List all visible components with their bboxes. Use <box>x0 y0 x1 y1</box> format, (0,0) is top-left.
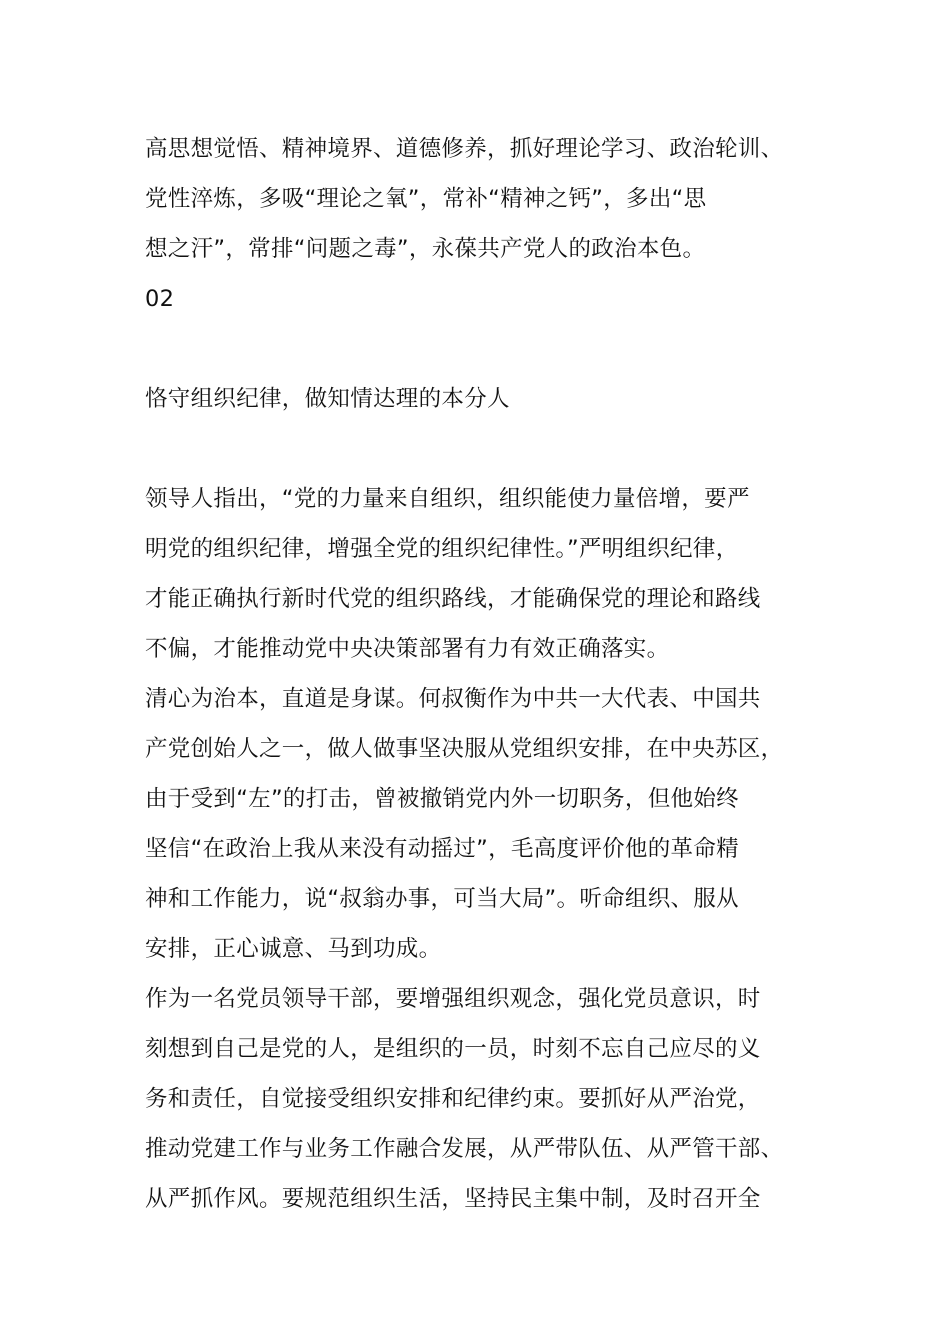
spacer <box>145 424 825 474</box>
paragraph-quote <box>145 474 825 674</box>
text-line: 才能正确执行新时代党的组织路线，才能确保党的理论和路线 <box>145 586 761 612</box>
text-line: 高思想觉悟、精神境界、道德修养，抓好理论学习、政治轮训、 <box>145 136 784 162</box>
text-line: 推动党建工作与业务工作融合发展，从严带队伍、从严管干部、 <box>145 1136 784 1162</box>
text-line: 从严抓作风。要规范组织生活，坚持民主集中制，及时召开全 <box>145 1186 761 1212</box>
text-line: 党性淬炼，多吸“理论之氧”，常补“精神之钙”，多出“思 <box>145 186 707 212</box>
text-line: 想之汗”，常排“问题之毒”，永葆共产党人的政治本色。 <box>145 236 706 262</box>
text-line: 神和工作能力，说“叔翁办事，可当大局”。听命组织、服从 <box>145 886 739 912</box>
section-heading: 恪守组织纪律，做知情达理的本分人 <box>145 386 510 412</box>
paragraph-example <box>145 674 825 974</box>
text-line: 清心为治本，直道是身谋。何叔衡作为中共一大代表、中国共 <box>145 686 761 712</box>
text-line: 刻想到自己是党的人，是组织的一员，时刻不忘自己应尽的义 <box>145 1036 761 1062</box>
text-line: 产党创始人之一，做人做事坚决服从党组织安排，在中央苏区， <box>145 736 784 762</box>
text-line: 领导人指出，“党的力量来自组织，组织能使力量倍增，要严 <box>145 486 750 512</box>
text-line: 务和责任，自觉接受组织安排和纪律约束。要抓好从严治党， <box>145 1086 761 1112</box>
text-line: 安排，正心诚意、马到功成。 <box>145 936 442 962</box>
spacer <box>145 324 825 374</box>
paragraph-requirements <box>145 974 825 1224</box>
text-line: 作为一名党员领导干部，要增强组织观念，强化党员意识，时 <box>145 986 761 1012</box>
paragraph-intro <box>145 124 825 274</box>
text-line: 由于受到“左”的打击，曾被撤销党内外一切职务，但他始终 <box>145 786 739 812</box>
text-line: 明党的组织纪律，增强全党的组织纪律性。”严明组织纪律， <box>145 536 739 562</box>
text-line: 不偏，才能推动党中央决策部署有力有效正确落实。 <box>145 636 670 662</box>
section-number: 02 <box>145 286 175 312</box>
text-line: 坚信“在政治上我从来没有动摇过”，毛高度评价他的革命精 <box>145 836 739 862</box>
document-body <box>145 124 825 1224</box>
